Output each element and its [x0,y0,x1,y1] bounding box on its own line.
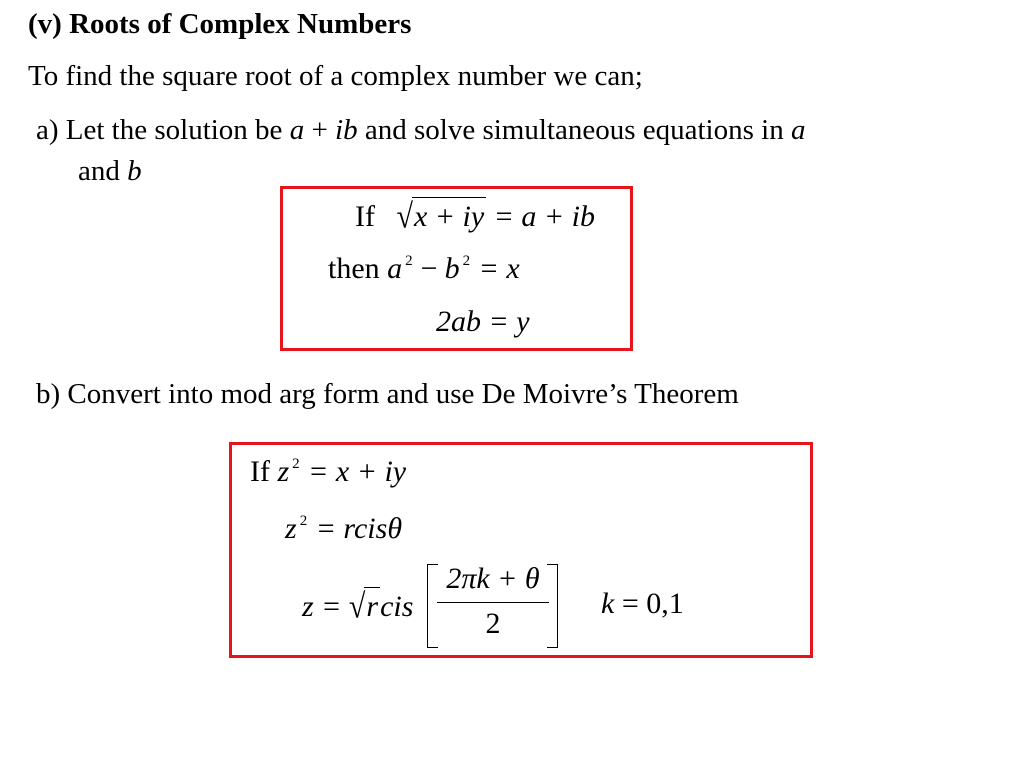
k-values-text: = 0,1 [621,587,684,620]
intro-text: To find the square root of a complex number we can; [28,60,643,92]
sqrt-icon: √ [396,197,413,236]
right-bracket [547,564,558,648]
eq3-z-equals: z = [302,590,342,623]
box2-eq2-exp: 2 [299,512,308,529]
part-a-prefix: a) Let the solution be [36,114,290,146]
k-label: k [601,587,615,620]
box2-eq1-rhs: = x + iy [308,455,407,488]
sol-ib: ib [335,114,358,146]
part-a-line1 [36,114,805,147]
part-a-line2-prefix: and [78,155,128,187]
box2-eq1-exp: 2 [292,455,300,472]
fraction [437,562,549,641]
box2-eq2-rhs: = rcisθ [315,512,403,545]
box2-eq3-lhs [302,587,413,624]
then-label: then [328,252,380,285]
part-a-line2 [78,155,142,188]
fraction-numerator: 2πk + θ [437,562,549,603]
eq2-rhs: = x [478,252,520,285]
part-a-mid: and solve simultaneous equations in [357,114,791,146]
sqrt-r [349,587,380,624]
section-title: (v) Roots of Complex Numbers [28,8,412,40]
box2-eq1-z: z [277,455,290,488]
box1-eq3: 2ab = y [436,305,530,338]
eq2-b: b [444,252,460,285]
eq2-a: a [387,252,403,285]
k-values [601,587,684,621]
eq2-exp1: 2 [405,252,413,269]
box1-if-label: If [355,200,375,233]
cis-label: cis [380,590,414,623]
box2-eq2 [285,512,402,546]
var-b: b [127,155,142,187]
sqrt-expression [396,197,486,234]
box2-if-label: If [250,455,270,488]
sqrt-r-value: r [364,587,380,624]
sqrt-rhs: = a + ib [493,200,595,233]
box2-eq1 [250,455,406,489]
eq2-exp2: 2 [462,252,471,269]
box1-eq1 [355,197,595,234]
sol-plus: + [304,114,336,146]
box2-eq2-z: z [285,512,297,545]
fraction-denominator: 2 [485,607,501,640]
part-b-text: b) Convert into mod arg form and use De Moivre’s Theorem [36,378,739,410]
eq2-minus: − [420,252,438,285]
sqrt-r-icon: √ [348,587,366,626]
sqrt-lhs: x + iy [412,197,486,234]
var-a: a [790,114,806,146]
sol-a: a [289,114,305,146]
box1-eq2 [328,252,520,286]
